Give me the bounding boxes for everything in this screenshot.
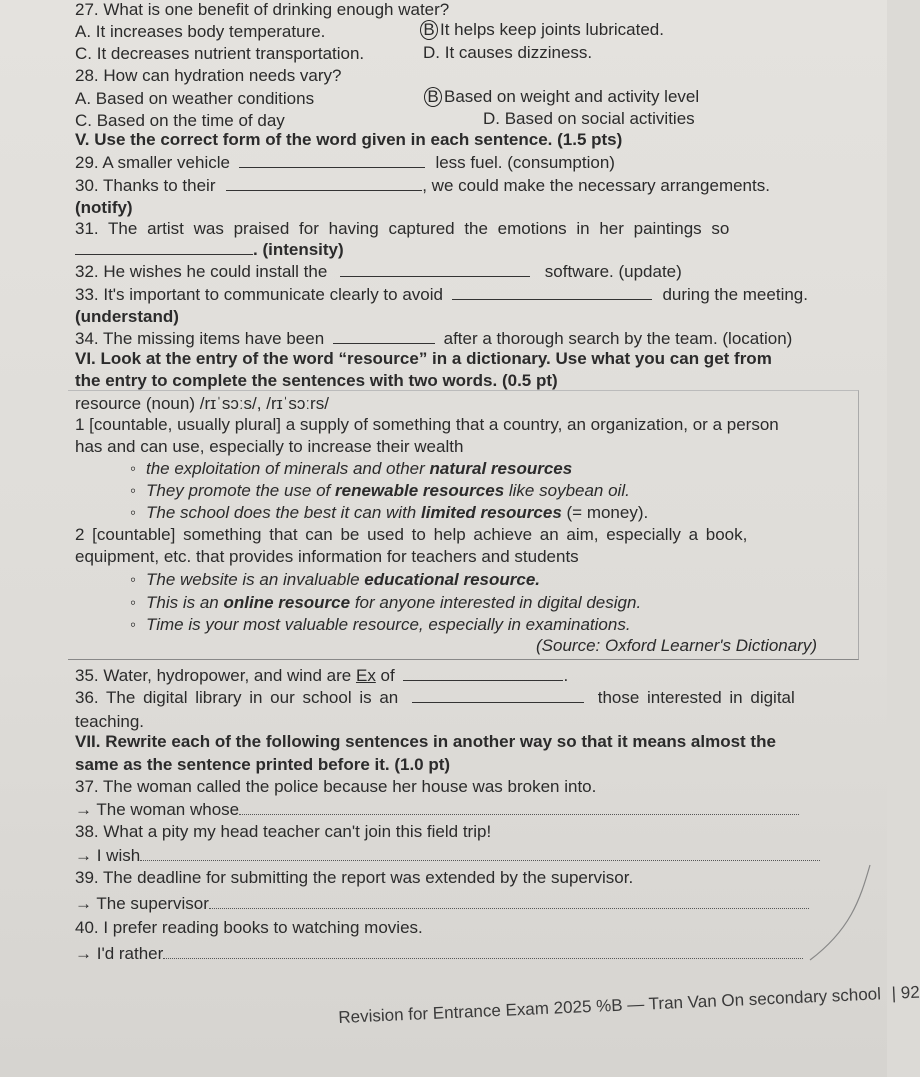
section-5-heading: V. Use the correct form of the word given in each sentence. (1.5 pts): [75, 130, 623, 149]
example-3-keyword: limited resources: [421, 503, 562, 522]
section-7-heading-2: same as the sentence printed before it. (1.0 pt): [75, 755, 451, 774]
q39-prompt: 39. The deadline for submitting the report was extended by the supervisor.: [75, 868, 634, 887]
q40-answer-start: → I'd rather: [75, 944, 164, 963]
example-5: [130, 593, 641, 613]
section-6-heading-2: the entry to complete the sentences with two words. (0.5 pt): [75, 371, 558, 390]
q35-text-2: of: [375, 666, 395, 685]
q33-text: 33. It's important to communicate clearly to avoid: [75, 285, 443, 304]
q36: [75, 688, 795, 708]
sense-1-line-2: has and can use, especially to increase their wealth: [75, 437, 464, 456]
q27-option-b: [420, 20, 664, 40]
q32-hint: software. (update): [544, 262, 682, 281]
section-6-heading-1: VI. Look at the entry of the word “resource” in a dictionary. Use what you can get from: [75, 349, 772, 368]
section-7-heading-1: VII. Rewrite each of the following sentences in another way so that it means almost the: [75, 732, 776, 751]
answer-blank[interactable]: [452, 285, 652, 300]
answer-line[interactable]: [140, 846, 820, 861]
q36-text-2: those interested in digital: [597, 688, 795, 707]
example-4-text: The website is an invaluable: [146, 570, 365, 589]
q29-hint: less fuel. (consumption): [435, 153, 615, 172]
q32-text: 32. He wishes he could install the: [75, 262, 328, 281]
dictionary-source: (Source: Oxford Learner's Dictionary): [536, 636, 818, 655]
q33-text-2: during the meeting.: [662, 285, 808, 304]
q30-hint: (notify): [75, 198, 133, 217]
q40-prompt: 40. I prefer reading books to watching movies.: [75, 918, 423, 937]
answer-blank[interactable]: [403, 666, 563, 681]
sense-2-line-2: equipment, etc. that provides information for teachers and students: [75, 547, 579, 566]
answer-line[interactable]: [209, 894, 809, 909]
sense-2-line-1: 2 [countable] something that can be used to help achieve an aim, especially a book,: [75, 525, 748, 544]
example-5-text-2: for anyone interested in digital design.: [350, 593, 642, 612]
q31-text: 31. The artist was praised for having captured the emotions in her paintings so: [75, 219, 730, 238]
example-1-text: the exploitation of minerals and other: [146, 459, 430, 478]
q38-answer: [75, 846, 820, 866]
sense-1-line-1: 1 [countable, usually plural] a supply of something that a country, an organization, or a person: [75, 415, 779, 434]
q27-option-b-text: It helps keep joints lubricated.: [440, 20, 664, 39]
q31-hint: . (intensity): [253, 240, 344, 259]
q40-answer: [75, 944, 803, 964]
example-2-text: They promote the use of: [146, 481, 335, 500]
entry-headword: resource (noun) /rɪˈsɔːs/, /rɪˈsɔːrs/: [75, 394, 329, 413]
q34-hint: after a thorough search by the team. (location): [443, 329, 793, 348]
example-6: [130, 615, 631, 635]
bullet-icon: ◦: [130, 481, 137, 500]
q35-text: 35. Water, hydropower, and wind are: [75, 666, 356, 685]
page-number: 92: [900, 982, 920, 1003]
q28-option-a: A. Based on weather conditions: [75, 89, 315, 108]
q28-option-b: [424, 87, 699, 107]
example-3: [130, 503, 648, 523]
q28-option-c: C. Based on the time of day: [75, 111, 285, 130]
q29: [75, 153, 615, 173]
answer-line[interactable]: [163, 944, 803, 959]
selected-answer-circle: B: [420, 20, 438, 40]
example-2: [130, 481, 630, 501]
example-1-keyword: natural resources: [429, 459, 573, 478]
q38-answer-start: → I wish: [75, 846, 141, 865]
q33: [75, 285, 808, 305]
answer-blank[interactable]: [226, 176, 422, 191]
q37-answer-start: → The woman whose: [75, 800, 240, 819]
bullet-icon: ◦: [130, 570, 137, 589]
q36-text-3: teaching.: [75, 712, 144, 731]
q29-text: 29. A smaller vehicle: [75, 153, 230, 172]
q32: [75, 262, 682, 282]
q36-text: 36. The digital library in our school is an: [75, 688, 399, 707]
bullet-icon: ◦: [130, 615, 137, 634]
q37-answer: [75, 800, 799, 820]
q27-option-d: D. It causes dizziness.: [423, 43, 593, 62]
answer-blank[interactable]: [239, 153, 425, 168]
q28-stem: 28. How can hydration needs vary?: [75, 66, 342, 85]
example-4: [130, 570, 540, 590]
example-5-text: This is an: [146, 593, 224, 612]
example-6-text: Time is your most valuable resource, especially in examinations.: [146, 615, 631, 634]
selected-answer-circle: B: [424, 87, 442, 107]
page-footer: Revision for Entrance Exam 2025 %B — Tran Van On secondary school | 92: [338, 982, 920, 1027]
answer-blank[interactable]: [412, 688, 584, 703]
q34: [75, 329, 792, 349]
q35: [75, 666, 568, 686]
q37-prompt: 37. The woman called the police because her house was broken into.: [75, 777, 597, 796]
q39-answer: [75, 894, 809, 914]
q31: [75, 240, 344, 260]
pencil-marks: [780, 860, 880, 980]
answer-line[interactable]: [239, 800, 799, 815]
bullet-icon: ◦: [130, 503, 137, 522]
q39-answer-start: → The supervisor: [75, 894, 209, 913]
answer-blank[interactable]: [75, 240, 253, 255]
q27-option-c: C. It decreases nutrient transportation.: [75, 44, 365, 63]
bullet-icon: ◦: [130, 459, 137, 478]
answer-blank[interactable]: [340, 262, 530, 277]
bullet-icon: ◦: [130, 593, 137, 612]
q38-prompt: 38. What a pity my head teacher can't join this field trip!: [75, 822, 492, 841]
q30-text-2: , we could make the necessary arrangements.: [422, 176, 770, 195]
example-5-keyword: online resource: [223, 593, 351, 612]
example-2-text-2: like soybean oil.: [504, 481, 630, 500]
example-3-text: The school does the best it can with: [146, 503, 421, 522]
q28-option-b-text: Based on weight and activity level: [444, 87, 700, 106]
example-1: [130, 459, 572, 479]
example-4-keyword: educational resource.: [364, 570, 541, 589]
footer-text: Revision for Entrance Exam 2025 %B — Tran Van On secondary school: [338, 984, 882, 1027]
q30-text: 30. Thanks to their: [75, 176, 216, 195]
q33-hint: (understand): [75, 307, 179, 326]
q34-text: 34. The missing items have been: [75, 329, 325, 348]
q28-option-d: D. Based on social activities: [483, 109, 695, 128]
example-2-keyword: renewable resources: [335, 481, 505, 500]
q35-period: .: [563, 666, 569, 685]
q27-stem: 27. What is one benefit of drinking enough water?: [75, 0, 450, 19]
q35-example-marker: Ex: [355, 666, 376, 685]
q30: [75, 176, 770, 196]
example-3-text-2: (= money).: [561, 503, 649, 522]
q27-option-a: A. It increases body temperature.: [75, 22, 326, 41]
answer-blank[interactable]: [333, 329, 435, 344]
